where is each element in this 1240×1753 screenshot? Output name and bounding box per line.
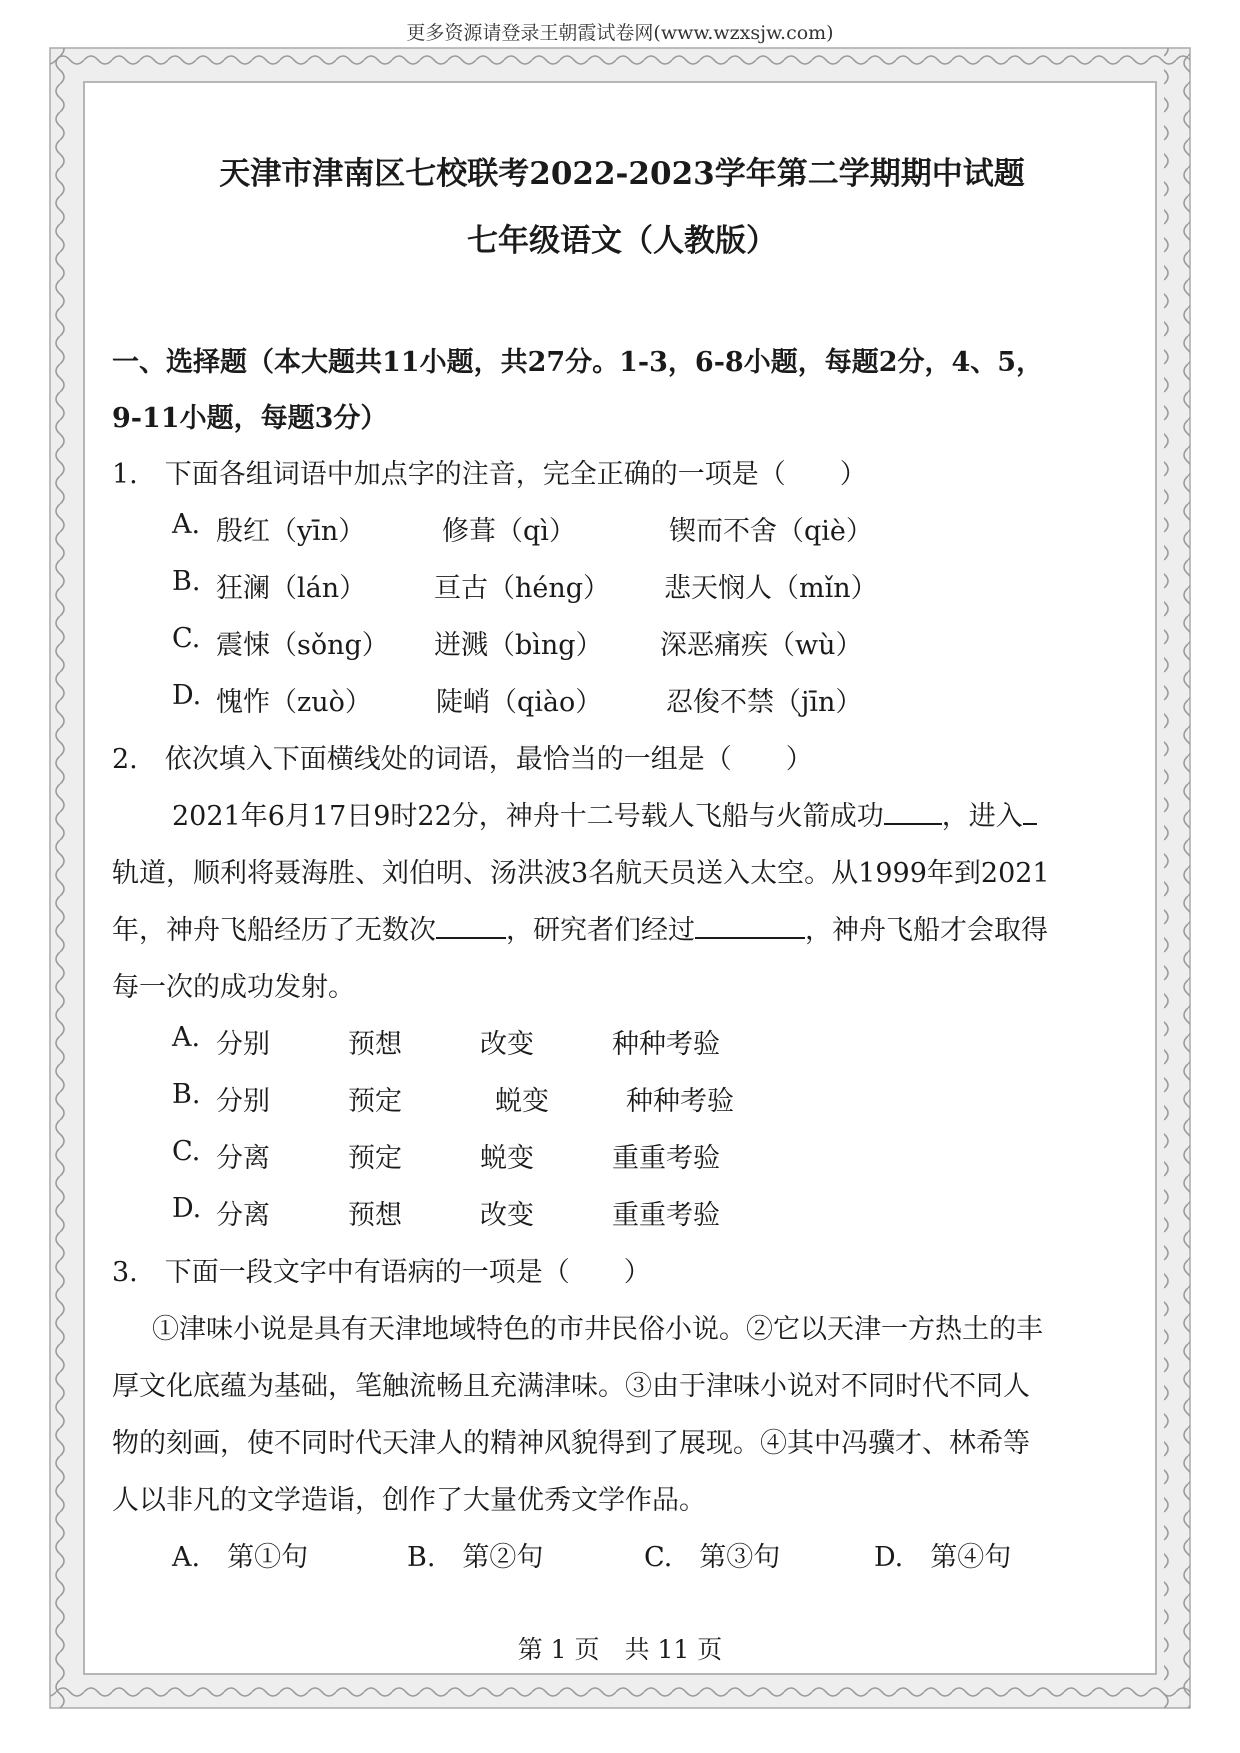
page-number-footer: 第 1 页 共 11 页 (517, 1635, 723, 1664)
q2-passage-line3 (112, 908, 1048, 947)
q3-stem: 3. 下面一段文字中有语病的一项是（ ） (112, 1257, 651, 1288)
q2-option-item: 分离 (216, 1143, 270, 1174)
q2-passage-text: 2021年6月17日9时22分，神舟十二号载人飞船与火箭成功 (172, 801, 884, 832)
q2-option-item: 预定 (348, 1086, 402, 1117)
q1-option-item: 悲天悯人（mǐn） (664, 573, 878, 604)
q1-option-item: 迸溅（bìng） (434, 630, 603, 661)
q3-passage-line4: 人以非凡的文学造诣，创作了大量优秀文学作品。 (112, 1485, 706, 1516)
q1-option-item: 修葺（qì） (442, 516, 576, 547)
q2-stem: 2. 依次填入下面横线处的词语，最恰当的一组是（ ） (112, 744, 813, 775)
answer-blank (884, 801, 942, 825)
q2-option-item: 预想 (348, 1200, 402, 1231)
q1-option-item: 震悚（sǒng） (216, 630, 389, 661)
q1-option-item: 愧怍（zuò） (216, 687, 372, 718)
answer-blank (1023, 801, 1037, 825)
q1-option-item: 亘古（héng） (434, 573, 611, 604)
q3-option-b: B. 第②句 (407, 1542, 544, 1573)
watermark-header: 更多资源请登录王朝霞试卷网(www.wzxsjw.com) (406, 22, 834, 44)
q3-option-c: C. 第③句 (644, 1542, 781, 1573)
q2-passage-text: 年，神舟飞船经历了无数次 (112, 915, 436, 946)
q2-option-label: B. (172, 1079, 201, 1110)
section1-heading-line2: 9-11小题，每题3分） (112, 403, 388, 434)
q2-option-item: 分别 (216, 1086, 270, 1117)
q1-option-item: 殷红（yīn） (216, 516, 366, 547)
q1-option-item: 锲而不舍（qiè） (669, 516, 873, 547)
section1-heading-line1: 一、选择题（本大题共11小题，共27分。1-3，6-8小题，每题2分，4、5， (112, 347, 1044, 378)
q2-option-label: A. (172, 1022, 201, 1053)
q2-passage-line2: 轨道，顺利将聂海胜、刘伯明、汤洪波3名航天员送入太空。从1999年到2021 (112, 858, 1050, 889)
q1-option-label: A. (172, 509, 201, 540)
q1-option-item: 陡峭（qiào） (436, 687, 603, 718)
q2-option-item: 重重考验 (612, 1200, 720, 1231)
q1-option-item: 深恶痛疾（wù） (660, 630, 863, 661)
q3-option-a: A. 第①句 (172, 1542, 309, 1573)
q1-stem: 1. 下面各组词语中加点字的注音，完全正确的一项是（ ） (112, 459, 867, 490)
q3-passage-line2: 厚文化底蕴为基础，笔触流畅且充满津味。③由于津味小说对不同时代不同人 (112, 1371, 1030, 1402)
q2-option-label: C. (172, 1136, 201, 1167)
q2-option-item: 重重考验 (612, 1143, 720, 1174)
q2-option-item: 分别 (216, 1029, 270, 1060)
q1-option-item: 忍俊不禁（jīn） (666, 687, 863, 718)
q2-option-item: 改变 (480, 1200, 534, 1231)
q1-option-label: D. (172, 680, 202, 711)
q2-option-item: 分离 (216, 1200, 270, 1231)
q2-option-item: 改变 (480, 1029, 534, 1060)
q1-option-label: B. (172, 566, 201, 597)
exam-title: 天津市津南区七校联考2022-2023学年第二学期期中试题 (219, 156, 1025, 192)
q2-option-item: 预定 (348, 1143, 402, 1174)
q2-option-item: 种种考验 (612, 1029, 720, 1060)
q3-option-d: D. 第④句 (874, 1542, 1012, 1573)
q2-option-item: 蜕变 (480, 1143, 534, 1174)
q2-option-item: 蜕变 (495, 1086, 549, 1117)
q2-option-item: 种种考验 (626, 1086, 734, 1117)
answer-blank (436, 915, 506, 939)
q3-passage-line1: ①津味小说是具有天津地域特色的市井民俗小说。②它以天津一方热土的丰 (152, 1314, 1043, 1345)
q1-option-label: C. (172, 623, 201, 654)
q3-passage-line3: 物的刻画，使不同时代天津人的精神风貌得到了展现。④其中冯骥才、林希等 (112, 1428, 1030, 1459)
q2-option-item: 预想 (348, 1029, 402, 1060)
q2-passage-line4: 每一次的成功发射。 (112, 972, 355, 1003)
q2-passage-text: ，研究者们经过 (506, 915, 695, 946)
exam-subtitle: 七年级语文（人教版） (467, 223, 777, 259)
q1-option-item: 狂澜（lán） (216, 573, 367, 604)
q2-passage-text: ，进入 (941, 801, 1023, 832)
q2-passage-line1 (172, 794, 1037, 833)
q2-option-label: D. (172, 1193, 202, 1224)
q2-passage-text: ，神舟飞船才会取得 (805, 915, 1048, 946)
answer-blank (695, 915, 805, 939)
